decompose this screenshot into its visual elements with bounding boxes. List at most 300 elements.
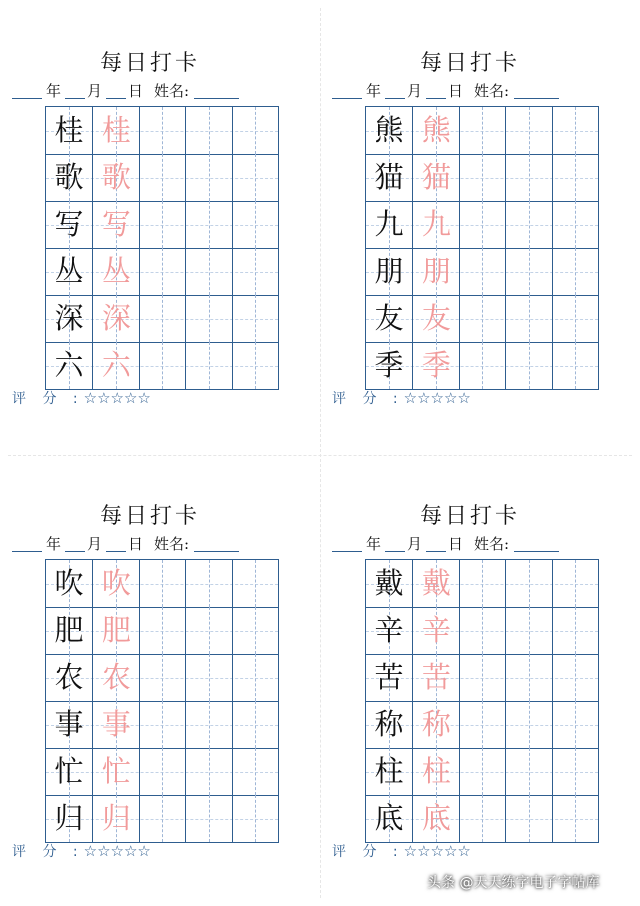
grid-row — [46, 295, 278, 342]
name-label: 姓名: — [154, 535, 190, 553]
blank-practice-cell[interactable] — [505, 201, 551, 248]
blank-practice-cell[interactable] — [459, 154, 505, 201]
grid-row — [46, 701, 278, 748]
trace-character: 六 — [101, 348, 131, 382]
trace-character: 吹 — [101, 566, 131, 600]
blank-practice-cell[interactable] — [139, 248, 185, 295]
blank-practice-cell[interactable] — [552, 201, 598, 248]
trace-cell — [92, 295, 138, 342]
star-rating-icon[interactable]: ☆☆☆☆☆ — [83, 389, 151, 407]
month-blank[interactable] — [65, 98, 85, 99]
trace-cell — [92, 201, 138, 248]
blank-practice-cell[interactable] — [459, 654, 505, 701]
trace-character: 事 — [101, 707, 131, 741]
blank-practice-cell[interactable] — [552, 560, 598, 607]
trace-cell — [92, 107, 138, 154]
cell-guide-line — [482, 607, 483, 654]
blank-practice-cell[interactable] — [139, 654, 185, 701]
grid-row — [366, 560, 598, 607]
date-name-line — [12, 80, 302, 102]
blank-practice-cell[interactable] — [232, 795, 278, 842]
cell-guide-line — [482, 654, 483, 701]
blank-practice-cell[interactable] — [552, 295, 598, 342]
blank-practice-cell[interactable] — [185, 154, 231, 201]
cell-guide-line — [575, 342, 576, 389]
cell-guide-line — [575, 607, 576, 654]
name-label: 姓名: — [474, 82, 510, 100]
blank-practice-cell[interactable] — [185, 295, 231, 342]
blank-practice-cell[interactable] — [232, 748, 278, 795]
cell-guide-line — [255, 201, 256, 248]
cell-guide-line — [209, 748, 210, 795]
cell-guide-line — [575, 201, 576, 248]
name-label: 姓名: — [474, 535, 510, 553]
trace-cell — [412, 295, 458, 342]
model-character: 吹 — [54, 566, 84, 600]
cell-guide-line — [209, 154, 210, 201]
day-blank[interactable] — [426, 98, 446, 99]
grid-row — [46, 748, 278, 795]
month-blank[interactable] — [385, 551, 405, 552]
trace-character: 桂 — [101, 113, 131, 147]
name-blank[interactable] — [194, 551, 239, 552]
watermark: 头条 @天天练字电子字帖库 — [427, 875, 600, 891]
blank-practice-cell[interactable] — [232, 607, 278, 654]
cell-guide-line — [529, 154, 530, 201]
cell-guide-line — [162, 154, 163, 201]
grid-row — [46, 342, 278, 389]
model-character: 友 — [374, 301, 404, 335]
blank-practice-cell[interactable] — [505, 342, 551, 389]
blank-practice-cell[interactable] — [505, 560, 551, 607]
month-label: 月 — [407, 82, 423, 100]
practice-card — [0, 0, 300, 440]
cell-guide-line — [162, 701, 163, 748]
blank-practice-cell[interactable] — [505, 295, 551, 342]
blank-practice-cell[interactable] — [139, 795, 185, 842]
name-blank[interactable] — [194, 98, 239, 99]
blank-practice-cell[interactable] — [232, 248, 278, 295]
month-blank[interactable] — [65, 551, 85, 552]
card-title: 每日打卡 — [419, 504, 520, 529]
practice-grid — [45, 106, 279, 390]
model-cell — [46, 107, 92, 154]
model-cell — [46, 795, 92, 842]
model-cell — [366, 748, 412, 795]
trace-character: 戴 — [421, 566, 451, 600]
model-character: 深 — [54, 301, 84, 335]
model-character: 写 — [54, 207, 84, 241]
blank-practice-cell[interactable] — [232, 201, 278, 248]
model-character: 戴 — [374, 566, 404, 600]
cell-guide-line — [162, 795, 163, 842]
grid-row — [366, 201, 598, 248]
blank-practice-cell[interactable] — [185, 795, 231, 842]
day-label: 日 — [448, 82, 464, 100]
date-name-line — [12, 533, 302, 555]
cell-guide-line — [575, 154, 576, 201]
blank-practice-cell[interactable] — [232, 342, 278, 389]
score-label: 评 分 : — [332, 391, 404, 407]
year-label: 年 — [366, 82, 382, 100]
blank-practice-cell[interactable] — [139, 748, 185, 795]
score-line — [12, 841, 151, 861]
trace-cell — [412, 107, 458, 154]
blank-practice-cell[interactable] — [232, 107, 278, 154]
blank-practice-cell[interactable] — [505, 154, 551, 201]
trace-cell — [412, 201, 458, 248]
cell-guide-line — [482, 107, 483, 154]
blank-practice-cell[interactable] — [232, 701, 278, 748]
model-cell — [46, 560, 92, 607]
cell-guide-line — [575, 701, 576, 748]
model-character: 辛 — [374, 613, 404, 647]
cell-guide-line — [162, 342, 163, 389]
model-cell — [46, 201, 92, 248]
day-blank[interactable] — [106, 551, 126, 552]
blank-practice-cell[interactable] — [185, 748, 231, 795]
trace-cell — [412, 248, 458, 295]
trace-cell — [412, 154, 458, 201]
score-line — [12, 388, 151, 408]
cell-guide-line — [209, 560, 210, 607]
cell-guide-line — [529, 795, 530, 842]
model-cell — [46, 748, 92, 795]
year-label: 年 — [46, 535, 62, 553]
trace-cell — [412, 795, 458, 842]
cell-guide-line — [529, 654, 530, 701]
day-blank[interactable] — [426, 551, 446, 552]
blank-practice-cell[interactable] — [505, 607, 551, 654]
cell-guide-line — [255, 607, 256, 654]
trace-character: 写 — [101, 207, 131, 241]
blank-practice-cell[interactable] — [232, 154, 278, 201]
cell-guide-line — [482, 748, 483, 795]
model-cell — [46, 701, 92, 748]
trace-cell — [92, 342, 138, 389]
model-cell — [366, 295, 412, 342]
grid-row — [46, 201, 278, 248]
score-label: 评 分 : — [332, 844, 404, 860]
cell-guide-line — [575, 795, 576, 842]
blank-practice-cell[interactable] — [552, 795, 598, 842]
trace-character: 归 — [101, 801, 131, 835]
model-character: 底 — [374, 801, 404, 835]
blank-practice-cell[interactable] — [552, 154, 598, 201]
date-name-line — [332, 80, 622, 102]
score-label: 评 分 : — [12, 844, 84, 860]
cell-guide-line — [209, 107, 210, 154]
score-label: 评 分 : — [12, 391, 84, 407]
grid-row — [366, 342, 598, 389]
model-cell — [46, 607, 92, 654]
model-cell — [366, 201, 412, 248]
blank-practice-cell[interactable] — [552, 342, 598, 389]
trace-character: 猫 — [421, 160, 451, 194]
cell-guide-line — [482, 154, 483, 201]
blank-practice-cell[interactable] — [139, 607, 185, 654]
trace-character: 友 — [421, 301, 451, 335]
blank-practice-cell[interactable] — [232, 295, 278, 342]
blank-practice-cell[interactable] — [459, 701, 505, 748]
trace-character: 熊 — [421, 113, 451, 147]
trace-character: 柱 — [421, 754, 451, 788]
cell-guide-line — [255, 748, 256, 795]
trace-cell — [92, 748, 138, 795]
practice-card — [320, 453, 620, 893]
blank-practice-cell[interactable] — [185, 201, 231, 248]
blank-practice-cell[interactable] — [505, 248, 551, 295]
cell-guide-line — [209, 654, 210, 701]
cell-guide-line — [209, 342, 210, 389]
grid-row — [46, 607, 278, 654]
trace-character: 九 — [421, 207, 451, 241]
cell-guide-line — [482, 795, 483, 842]
grid-row — [366, 154, 598, 201]
grid-row — [46, 560, 278, 607]
cell-guide-line — [209, 701, 210, 748]
cell-guide-line — [575, 560, 576, 607]
blank-practice-cell[interactable] — [505, 748, 551, 795]
model-character: 歌 — [54, 160, 84, 194]
trace-cell — [412, 654, 458, 701]
practice-grid — [45, 559, 279, 843]
trace-cell — [92, 560, 138, 607]
model-cell — [366, 248, 412, 295]
name-blank[interactable] — [514, 98, 559, 99]
grid-row — [366, 795, 598, 842]
cell-guide-line — [162, 748, 163, 795]
trace-cell — [412, 607, 458, 654]
cell-guide-line — [255, 342, 256, 389]
blank-practice-cell[interactable] — [459, 201, 505, 248]
trace-character: 农 — [101, 660, 131, 694]
cell-guide-line — [529, 248, 530, 295]
blank-practice-cell[interactable] — [505, 701, 551, 748]
model-character: 柱 — [374, 754, 404, 788]
blank-practice-cell[interactable] — [139, 342, 185, 389]
blank-practice-cell[interactable] — [185, 701, 231, 748]
blank-practice-cell[interactable] — [139, 154, 185, 201]
blank-practice-cell[interactable] — [505, 654, 551, 701]
star-rating-icon[interactable]: ☆☆☆☆☆ — [403, 842, 471, 860]
trace-cell — [92, 607, 138, 654]
blank-practice-cell[interactable] — [139, 295, 185, 342]
model-character: 熊 — [374, 113, 404, 147]
day-label: 日 — [448, 535, 464, 553]
blank-practice-cell[interactable] — [185, 342, 231, 389]
blank-practice-cell[interactable] — [505, 107, 551, 154]
model-cell — [366, 795, 412, 842]
trace-cell — [412, 342, 458, 389]
grid-row — [366, 654, 598, 701]
cell-guide-line — [209, 201, 210, 248]
cell-guide-line — [255, 795, 256, 842]
cell-guide-line — [162, 107, 163, 154]
blank-practice-cell[interactable] — [552, 607, 598, 654]
star-rating-icon[interactable]: ☆☆☆☆☆ — [83, 842, 151, 860]
trace-cell — [92, 654, 138, 701]
month-label: 月 — [87, 535, 103, 553]
model-cell — [366, 342, 412, 389]
blank-practice-cell[interactable] — [459, 248, 505, 295]
cell-guide-line — [209, 295, 210, 342]
year-blank[interactable] — [332, 551, 362, 552]
blank-practice-cell[interactable] — [185, 107, 231, 154]
blank-practice-cell[interactable] — [185, 560, 231, 607]
blank-practice-cell[interactable] — [459, 560, 505, 607]
model-cell — [46, 295, 92, 342]
cell-guide-line — [255, 295, 256, 342]
model-character: 朋 — [374, 254, 404, 288]
day-label: 日 — [128, 82, 144, 100]
model-character: 事 — [54, 707, 84, 741]
name-blank[interactable] — [514, 551, 559, 552]
model-cell — [366, 654, 412, 701]
cell-guide-line — [255, 154, 256, 201]
cell-guide-line — [529, 201, 530, 248]
blank-practice-cell[interactable] — [552, 701, 598, 748]
trace-cell — [92, 154, 138, 201]
blank-practice-cell[interactable] — [552, 748, 598, 795]
cell-guide-line — [482, 342, 483, 389]
model-character: 称 — [374, 707, 404, 741]
blank-practice-cell[interactable] — [139, 560, 185, 607]
blank-practice-cell[interactable] — [459, 295, 505, 342]
blank-practice-cell[interactable] — [459, 795, 505, 842]
year-label: 年 — [366, 535, 382, 553]
name-label: 姓名: — [154, 82, 190, 100]
model-cell — [366, 701, 412, 748]
model-cell — [46, 248, 92, 295]
cell-guide-line — [575, 295, 576, 342]
cell-guide-line — [255, 560, 256, 607]
year-blank[interactable] — [12, 98, 42, 99]
blank-practice-cell[interactable] — [139, 201, 185, 248]
cell-guide-line — [575, 654, 576, 701]
model-cell — [46, 654, 92, 701]
cell-guide-line — [575, 748, 576, 795]
trace-cell — [92, 701, 138, 748]
cell-guide-line — [482, 248, 483, 295]
trace-cell — [92, 795, 138, 842]
blank-practice-cell[interactable] — [139, 701, 185, 748]
year-blank[interactable] — [332, 98, 362, 99]
date-name-line — [332, 533, 622, 555]
cell-guide-line — [162, 654, 163, 701]
grid-row — [46, 107, 278, 154]
month-blank[interactable] — [385, 98, 405, 99]
trace-cell — [92, 248, 138, 295]
grid-row — [366, 607, 598, 654]
practice-grid — [365, 559, 599, 843]
cell-guide-line — [529, 748, 530, 795]
blank-practice-cell[interactable] — [459, 607, 505, 654]
trace-cell — [412, 748, 458, 795]
blank-practice-cell[interactable] — [552, 248, 598, 295]
model-character: 归 — [54, 801, 84, 835]
grid-row — [366, 248, 598, 295]
cell-guide-line — [575, 248, 576, 295]
grid-row — [366, 107, 598, 154]
grid-row — [46, 154, 278, 201]
cell-guide-line — [255, 107, 256, 154]
blank-practice-cell[interactable] — [232, 560, 278, 607]
trace-character: 肥 — [101, 613, 131, 647]
blank-practice-cell[interactable] — [552, 654, 598, 701]
star-rating-icon[interactable]: ☆☆☆☆☆ — [403, 389, 471, 407]
blank-practice-cell[interactable] — [552, 107, 598, 154]
score-line — [332, 841, 471, 861]
model-character: 猫 — [374, 160, 404, 194]
trace-character: 朋 — [421, 254, 451, 288]
cell-guide-line — [255, 654, 256, 701]
grid-row — [366, 748, 598, 795]
model-character: 丛 — [54, 254, 84, 288]
day-blank[interactable] — [106, 98, 126, 99]
model-cell — [46, 154, 92, 201]
month-label: 月 — [87, 82, 103, 100]
cell-guide-line — [482, 560, 483, 607]
blank-practice-cell[interactable] — [139, 107, 185, 154]
model-character: 桂 — [54, 113, 84, 147]
blank-practice-cell[interactable] — [505, 795, 551, 842]
year-label: 年 — [46, 82, 62, 100]
cell-guide-line — [162, 560, 163, 607]
cell-guide-line — [529, 607, 530, 654]
grid-row — [366, 701, 598, 748]
model-character: 六 — [54, 348, 84, 382]
blank-practice-cell[interactable] — [459, 342, 505, 389]
blank-practice-cell[interactable] — [459, 107, 505, 154]
practice-card — [320, 0, 620, 440]
cell-guide-line — [529, 107, 530, 154]
trace-character: 忙 — [101, 754, 131, 788]
year-blank[interactable] — [12, 551, 42, 552]
model-character: 苦 — [374, 660, 404, 694]
blank-practice-cell[interactable] — [185, 654, 231, 701]
trace-character: 称 — [421, 707, 451, 741]
cell-guide-line — [529, 295, 530, 342]
trace-cell — [412, 560, 458, 607]
trace-cell — [412, 701, 458, 748]
trace-character: 季 — [421, 348, 451, 382]
model-character: 肥 — [54, 613, 84, 647]
model-cell — [46, 342, 92, 389]
cell-guide-line — [255, 248, 256, 295]
cell-guide-line — [575, 107, 576, 154]
blank-practice-cell[interactable] — [459, 748, 505, 795]
day-label: 日 — [128, 535, 144, 553]
model-cell — [366, 107, 412, 154]
cell-guide-line — [209, 248, 210, 295]
practice-grid — [365, 106, 599, 390]
grid-row — [366, 295, 598, 342]
practice-card — [0, 453, 300, 893]
blank-practice-cell[interactable] — [185, 248, 231, 295]
cell-guide-line — [162, 201, 163, 248]
trace-character: 歌 — [101, 160, 131, 194]
cell-guide-line — [482, 295, 483, 342]
blank-practice-cell[interactable] — [232, 654, 278, 701]
grid-row — [46, 248, 278, 295]
month-label: 月 — [407, 535, 423, 553]
model-cell — [366, 154, 412, 201]
blank-practice-cell[interactable] — [185, 607, 231, 654]
cell-guide-line — [529, 342, 530, 389]
grid-row — [46, 654, 278, 701]
cell-guide-line — [162, 248, 163, 295]
